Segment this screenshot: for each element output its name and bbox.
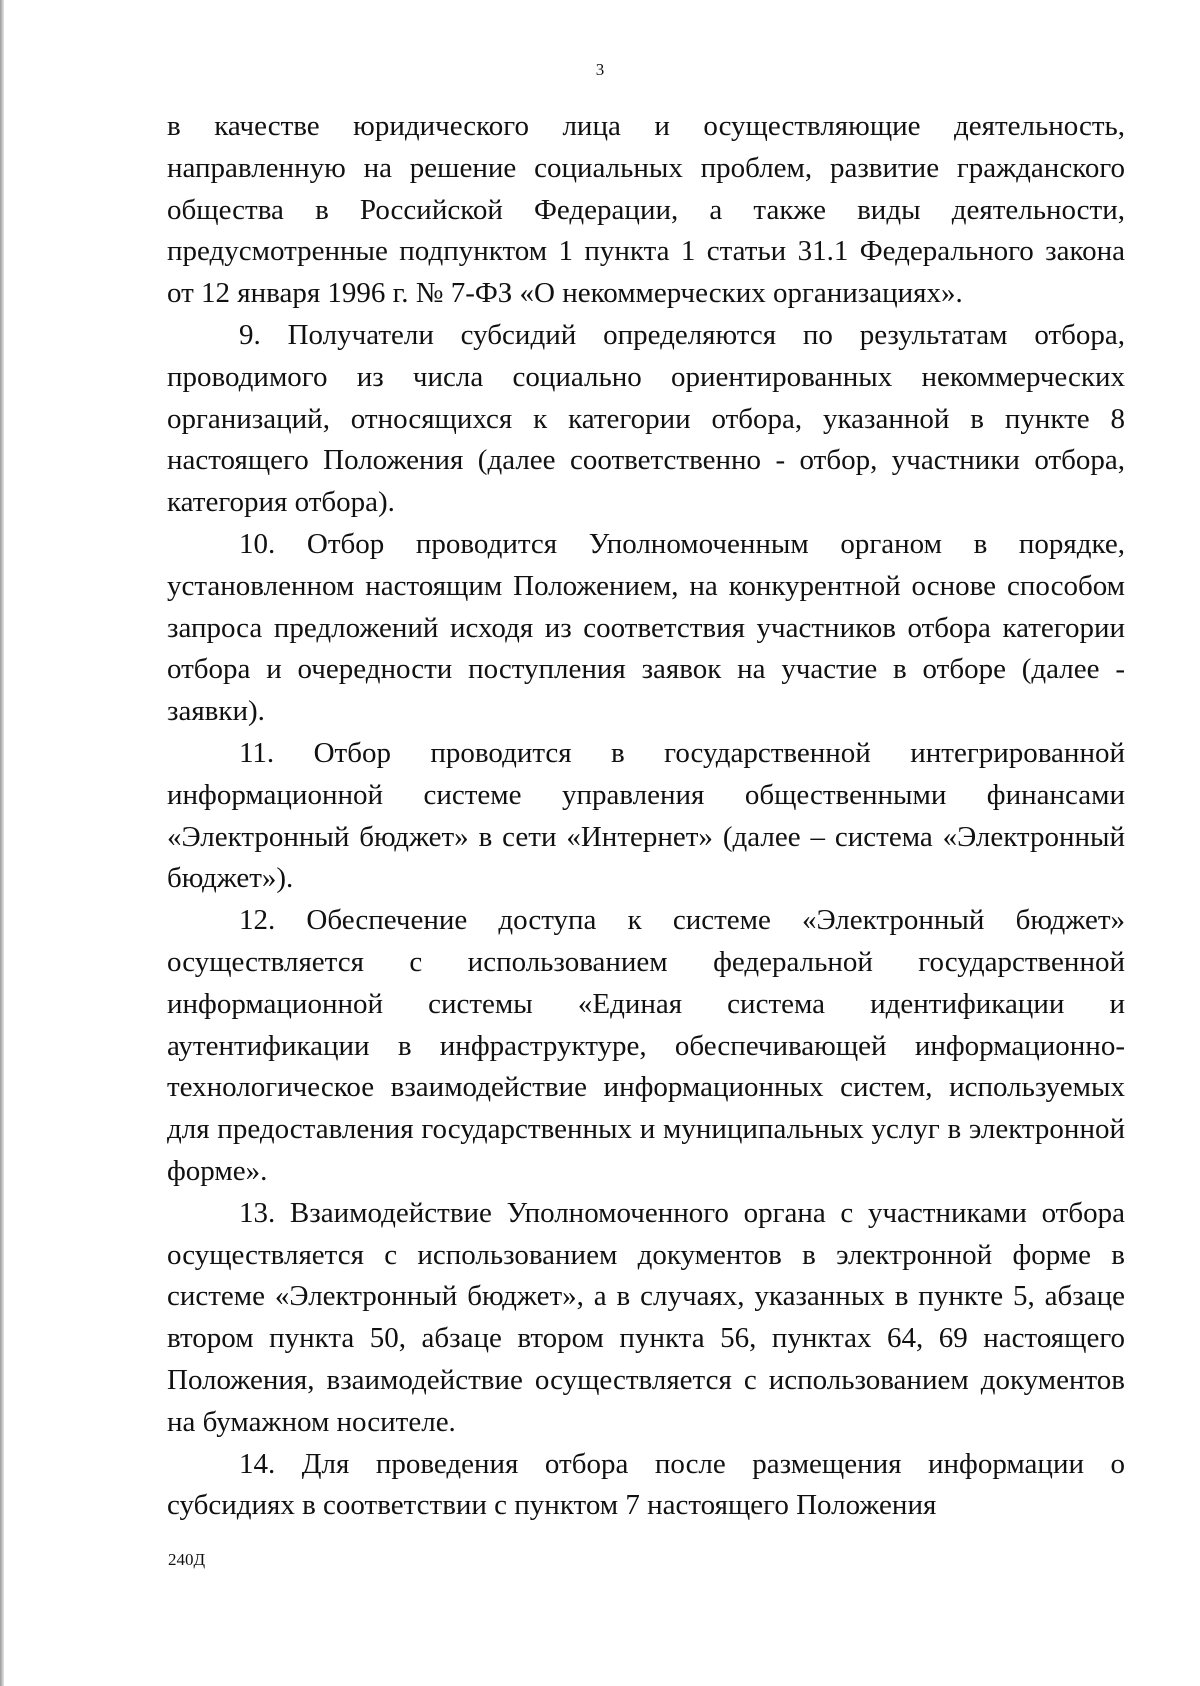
footer-document-code: 240Д	[168, 1550, 206, 1569]
paragraph-continuation: в качестве юридического лица и осуществляющие деятельность, направленную на решение социальных проблем, развитие гражданского общества в Российской Федерации, а также виды деятельности, предусмотренные подпунктом 1 пункта 1 статьи 31.1 Федерального закона от 12 января 1996 г. № 7-ФЗ «О некоммерческих организациях».	[167, 110, 1125, 310]
document-body	[167, 106, 1125, 1527]
paragraph-14: 14. Для проведения отбора после размещения информации о субсидиях в соответствии с пунктом 7 настоящего Положения	[167, 1447, 1125, 1522]
scan-edge	[0, 0, 4, 1686]
paragraph-10: 10. Отбор проводится Уполномоченным органом в порядке, установленном настоящим Положением, на конкурентной основе способом запроса предложений исходя из соответствия участников отбора категории отбора и очередности поступления заявок на участие в отборе (далее - заявки).	[167, 527, 1125, 728]
paragraph-9: 9. Получатели субсидий определяются по результатам отбора, проводимого из числа социально ориентированных некоммерческих организаций, относящихся к категории отбора, указанной в пункте 8 настоящего Положения (далее соответственно - отбор, участники отбора, категория отбора).	[167, 318, 1125, 519]
paragraph-11: 11. Отбор проводится в государственной интегрированной информационной системе управления общественными финансами «Электронный бюджет» в сети «Интернет» (далее – система «Электронный бюджет»).	[167, 736, 1125, 895]
paragraph-12: 12. Обеспечение доступа к системе «Электронный бюджет» осуществляется с использованием федеральной государственной информационной системы «Единая система идентификации и аутентификации в инфраструктуре, обеспечивающей информационно-технологическое взаимодействие информационных систем, используемых для предоставления государственных и муниципальных услуг в электронной форме».	[167, 904, 1125, 1187]
page-number: 3	[595, 60, 605, 79]
paragraph-13: 13. Взаимодействие Уполномоченного органа с участниками отбора осуществляется с использованием документов в электронной форме в системе «Электронный бюджет», а в случаях, указанных в пункте 5, абзаце втором пункта 50, абзаце втором пункта 56, пунктах 64, 69 настоящего Положения, взаимодействие осуществляется с использованием документов на бумажном носителе.	[167, 1196, 1125, 1438]
